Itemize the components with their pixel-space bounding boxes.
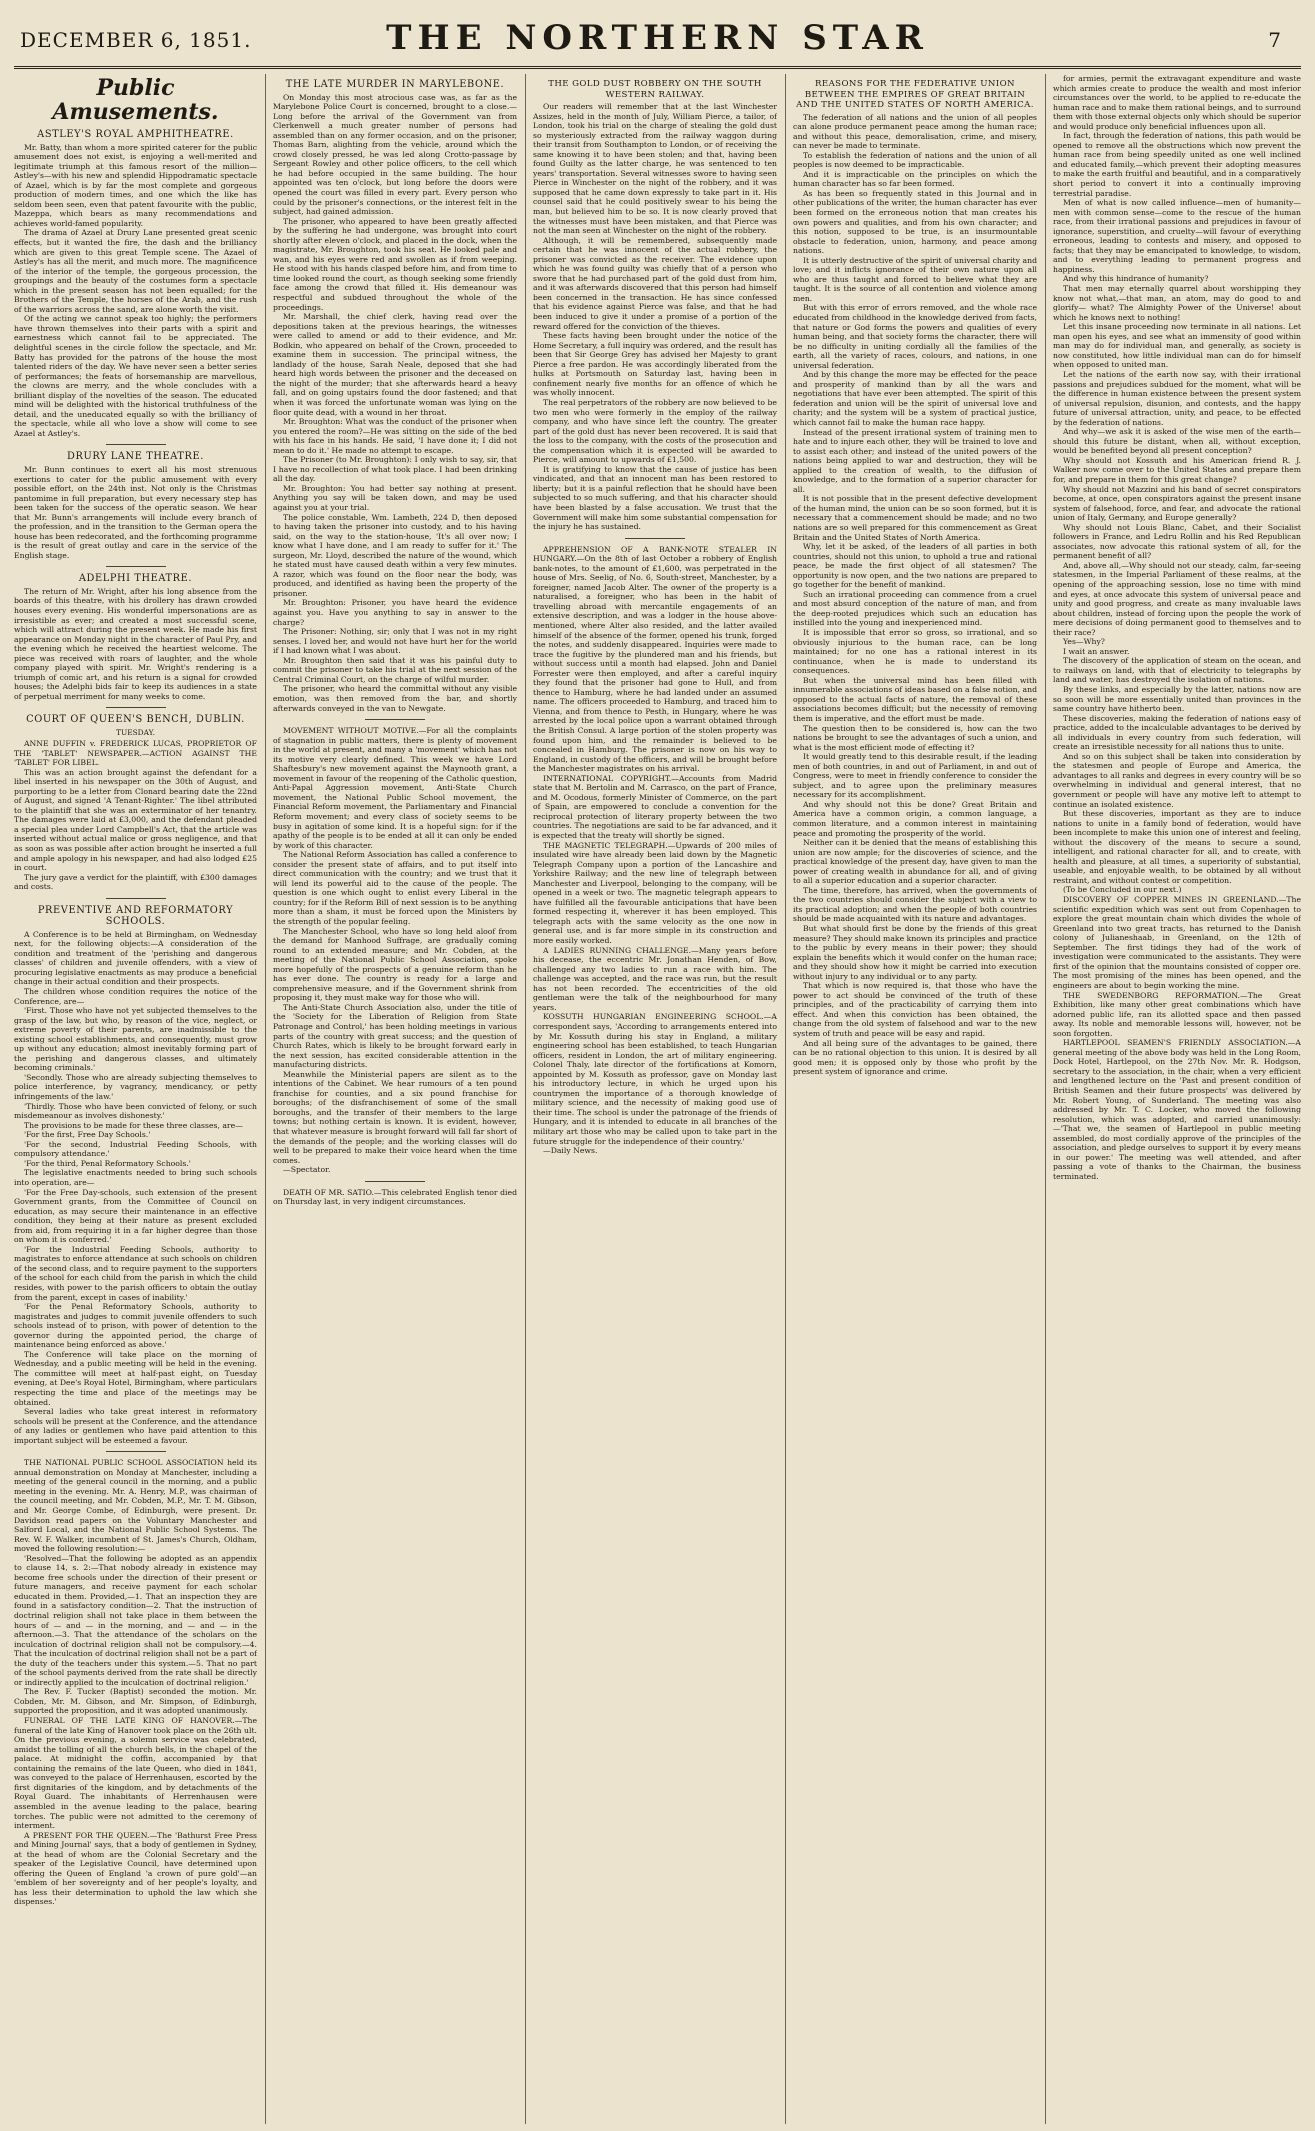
article-paragraph: These discoveries, making the federation of nations easy of practice, added to the incalculable advantages to be derived by all individuals in every country from such federation, will create an irresistible necessity for all nations thus to unite.: [1053, 713, 1301, 752]
article-paragraph: Why should not Louis Blanc, Cabet, and their Socialist followers in France, and Ledru Rollin and his Red Republican associates, now advocate this rational system of all, for the permanent benefit of all?: [1053, 522, 1301, 561]
article-paragraph: THE MAGNETIC TELEGRAPH.—Upwards of 200 miles of insulated wire have already been laid down by the Magnetic Telegraph Company upon a portion of the Lancashire and Yorkshire Railway; and the new line of telegraph between Manchester and Liverpool, belonging to the company, will be opened in a week or two. The magnetic telegraph appears to have fulfilled all the favourable anticipations that have been formed respecting it, wherever it has been employed. This telegraph acts with the same velocity as the one now in general use, and is far more simple in its construction and more easily worked.: [533, 840, 777, 946]
column-divider: [1045, 74, 1046, 2124]
article-paragraph: The Prisoner: Nothing, sir; only that I was not in my right senses. I loved her, and would not have hurt her for the world if I had known what I was about.: [273, 627, 517, 656]
article-paragraph: MOVEMENT WITHOUT MOTIVE.—For all the complaints of stagnation in public matters, there is plenty of movement in the world at present, and many a 'movement' which has not its motive very clearly defined. This week we have Lord Shaftesbury's new movement against the Maynooth grant, a movement in favour of the reopening of the Catholic question, Anti-Papal Aggression movement, Anti-State Church movement, the National Public School movement, the Financial Reform movement, the Parliamentary and Financial Reform movement; and every class of society seems to be busy in agitation of some kind. It is a hopeful sign: for if the apathy of the people is to be ended at all it can only be ended by work of this character.: [273, 726, 517, 850]
article-paragraph: Let this insane proceeding now terminate in all nations. Let man open his eyes, and see what an immensity of good within man may do for individual man, and generally, as society is now constituted, how little individual man can do for himself when opposed to united man.: [1053, 322, 1301, 370]
article-paragraph: On Monday this most atrocious case was, as far as the Marylebone Police Court is concerned, brought to a close.—Long before the arrival of the Government van from Clerkenwell a much greater number of persons had assembled than on any former occasion, and on the prisoner, Thomas Barn, alighting from the vehicle, around which the crowd closely pressed, he was led along Crotto-passage by Sergeant Rowley and other police officers, to the cell which he had before occupied in the same building. The hour appointed was ten o'clock, but long before the doors were opened the court was filled in every part. Every person who could by the prisoner's connections, or the interest felt in the subject, had gained admission.: [273, 92, 517, 217]
article-paragraph: The time, therefore, has arrived, when the governments of the two countries should consider the subject with a view to its practical adoption; and when the people of both countries should be made acquainted with its nature and advantages.: [793, 885, 1037, 924]
newspaper-columns: [14, 74, 1301, 2124]
article-paragraph: The jury gave a verdict for the plaintiff, with £300 damages and costs.: [14, 872, 257, 892]
article-paragraph: But what should first be done by the friends of this great measure? They should make known its principles and practice to the public by every means in their power; they should explain the benefits which it would confer on the human race; and they should show how it might be carried into execution without injury to any individual or to any party.: [793, 923, 1037, 981]
article-paragraph: Neither can it be denied that the means of establishing this union are now ample; for the discoveries of science, and the practical knowledge of the present day, have given to man the power of creating wealth in abundance for all, and of giving to all a superior education and a superior character.: [793, 838, 1037, 886]
article-paragraph: As has been so frequently stated in this Journal and in other publications of the writer, the human character has ever been formed on the erroneous notion that man creates his own powers and qualities, and from his own character; and this notion, supposed to be true, is an insurmountable obstacle to federation, union, harmony, and peace among nations.: [793, 188, 1037, 256]
article-paragraph: THE SWEDENBORG REFORMATION.—The Great Exhibition, like many other great combinations which have adorned public life, ran its allotted space and then passed away. Its noble and memorable lessons will, however, not be soon forgotten.: [1053, 990, 1301, 1038]
section-divider: [106, 566, 166, 567]
article-paragraph: 'For the first, Free Day Schools.': [24, 1130, 151, 1140]
article-paragraph: By these links, and especially by the latter, nations now are so soon will be more essentially united than provinces in the same country have hitherto been.: [1053, 685, 1301, 714]
article-paragraph: It is gratifying to know that the cause of justice has been vindicated, and that an innocent man has been restored to liberty; but it is a painful reflection that he should have been subjected to so much suffering, and that his character should have been blasted by a false accusation. We trust that the Government will make him some substantial compensation for the injury he has sustained.: [533, 464, 777, 532]
article-paragraph: The children whose condition requires the notice of the Conference, are—: [14, 987, 257, 1006]
section-divider: [625, 538, 685, 539]
article-paragraph: Mr. Broughton then said that it was his painful duty to commit the prisoner to take his trial at the next session of the Central Criminal Court, on the charge of wilful murder.: [273, 655, 517, 684]
article-paragraph: The National Reform Association has called a conference to consider the present state of affairs, and to put itself into direct communication with the country; and we trust that it will lend its powerful aid to the cause of the people. The question is one which ought to enlist every Liberal in the country; for if the Reform Bill of next session is to be anything more than a sham, it must be forced upon the Ministers by the strength of the popular feeling.: [273, 850, 517, 926]
section-divider: [365, 1181, 425, 1182]
article-paragraph: A Conference is to be held at Birmingham, on Wednesday next, for the following objects:—A consideration of the condition and treatment of the 'perishing and dangerous classes' of children and juvenile offenders, with a view of procuring legislative enactments as may produce a beneficial change in their actual condition and their prospects.: [14, 929, 257, 987]
article-paragraph: 'For the Penal Reformatory Schools, authority to magistrates and judges to commit juvenile offenders to such schools instead of to prison, with power of detention to the governor during the appointed period, the charge of maintenance being enforced as above.': [14, 1302, 257, 1350]
article-paragraph: Such an irrational proceeding can commence from a cruel and most absurd conception of the nature of man, and from the deep-rooted prejudices which such an education has instilled into the young and inexperienced mind.: [793, 589, 1037, 628]
article-paragraph: 'Secondly. Those who are already subjecting themselves to police interference, by vagrancy, mendicancy, or petty infringements of the law.': [14, 1072, 257, 1102]
article-paragraph: And all being sure of the advantages to be gained, there can be no rational objection to this union. It is desired by all good men; it is opposed only by those who profit by the present system of ignorance and crime.: [793, 1038, 1037, 1077]
article-paragraph: Men of what is now called influence—men of humanity—men with common sense—come to the rescue of the human race, from their irrational passions and prejudices in favour of ignorance, superstition, and cruelty—will favour of everything erroneous, leading to contests and misery, and opposed to facts; that they may be emancipated to knowledge, to wisdom, and to everything leading to permanent progress and happiness.: [1053, 198, 1301, 274]
article-paragraph: Yes—Why?: [1063, 637, 1105, 647]
masthead-rule: [14, 66, 1301, 69]
section-divider: [106, 898, 166, 899]
article-heading: ASTLEY'S ROYAL AMPHITHEATRE.: [37, 129, 234, 140]
article-paragraph: DISCOVERY OF COPPER MINES IN GREENLAND.—The scientific expedition which was sent out from Copenhagen to explore the great mountain chain which divides the whole of Greenland into two great tracts, has returned to the Danish colony of Julianeshaab, in Greenland, on the 12th of September. The first tidings they had of the work of investigation were communicated to the assistants. They were first of the opinion that the mountains consisted of copper ore. The most promising of the mines has been opened, and the engineers are about to begin working the mine.: [1053, 895, 1301, 990]
article-paragraph: Why, let it be asked, of the leaders of all parties in both countries, should not this union, to uphold a true and rational peace, be made the first object of all statesmen? The opportunity is now open, and the two nations are prepared to go together for the benefit of mankind.: [793, 542, 1037, 590]
article-paragraph: To establish the federation of nations and the union of all peoples is now deemed to be impracticable.: [793, 150, 1037, 170]
article-paragraph: The question then to be considered is, how can the two nations be brought to see the advantages of such a union, and what is the most efficient mode of effecting it?: [793, 723, 1037, 752]
article-paragraph: INTERNATIONAL COPYRIGHT.—Accounts from Madrid state that M. Bertolin and M. Carrasco, on the part of France, and M. Ocodous, formerly Minister of Commerce, on the part of Spain, are empowered to conclude a convention for the reciprocal protection of literary property between the two countries. The negotiations are said to be far advanced, and it is expected that the treaty will shortly be signed.: [533, 773, 777, 841]
article-paragraph: These facts having been brought under the notice of the Home Secretary, a full inquiry was ordered, and the result has been that Sir George Grey has advised her Majesty to grant Pierce a free pardon. He was accordingly liberated from the hulks at Portsmouth on Saturday last, having been in confinement nearly five months for an offence of which he was wholly innocent.: [533, 331, 777, 398]
article-paragraph: 'For the third, Penal Reformatory Schools.': [24, 1158, 191, 1168]
article-paragraph: In fact, through the federation of nations, this path would be opened to remove all the obstructions which now prevent the human race from being speedily united as one well inclined and educated family,—which prevent their adopting measures to make the earth fruitful and beautiful, and in a comparatively short period to convert it into a continually improving terrestrial paradise.: [1053, 131, 1301, 198]
article-paragraph: Mr. Broughton: You had better say nothing at present. Anything you say will be taken down, and may be used against you at your trial.: [273, 483, 517, 513]
article-paragraph: 'First. Those who have not yet subjected themselves to the grasp of the law, but who, by reason of the vice, neglect, or extreme poverty of their parents, are inadmissible to the existing school establishments, and consequently, must grow up without any education; almost inevitably forming part of the perishing and dangerous classes, and ultimately becoming criminals.': [14, 1006, 257, 1073]
article-paragraph: But these discoveries, important as they are to induce nations to unite in a family bond of federation, would have been incomplete to make this union one of interest and feeling, without the discovery of the means to secure a sound, intelligent, and rational character for all, and to create, with health and pleasure, at all times, a superiority of substantial, useable, and enjoyable wealth, to be obtained by all without restraint, and without contest or competition.: [1053, 809, 1301, 885]
article-heading: PREVENTIVE AND REFORMATORY SCHOOLS.: [37, 904, 234, 928]
article-paragraph: And by this change the more may be effected for the peace and prosperity of mankind than by all the wars and negotiations that have ever been attempted. The spirit of this federation and union will be the spirit of universal love and charity; and the system will be a system of practical justice, which cannot fail to make the human race happy.: [793, 370, 1037, 427]
article-paragraph: Although, it will be remembered, subsequently made certain that he was innocent of the actual robbery, the prisoner was convicted as the receiver. The evidence upon which he was found guilty was chiefly that of a person who swore that he had purchased part of the gold dust from him, and it was afterwards discovered that this person had himself been concerned in the transaction. He has since confessed that his evidence against Pierce was false, and that he had been induced to give it under a promise of a portion of the reward offered for the conviction of the thieves.: [533, 235, 777, 331]
article-paragraph: It would greatly tend to this desirable result, if the leading men of both countries, in and out of Parliament, in and out of Congress, were to meet in friendly conference to consider the subject, and to agree upon the preliminary measures necessary for its accomplishment.: [793, 752, 1037, 800]
article-paragraph: Several ladies who take great interest in reformatory schools will be present at the Conference, and the attendance of any ladies or gentlemen who have paid attention to this important subject will be esteemed a favour.: [14, 1407, 257, 1445]
article-paragraph: Mr. Marshall, the chief clerk, having read over the depositions taken at the previous hearings, the witnesses were called to amend or add to their evidence, and Mr. Bodkin, who appeared on behalf of the Crown, proceeded to examine them in succession. The principal witness, the landlady of the house, Sarah Neale, deposed that she had heard high words between the prisoner and the deceased on the night of the murder; that she afterwards heard a heavy fall, and on going upstairs found the door fastened; and that when it was forced the unfortunate woman was lying on the floor quite dead, with a wound in her throat.: [273, 312, 517, 417]
column-divider: [525, 74, 526, 2124]
article-paragraph: Why should not Kossuth and his American friend R. J. Walker now come over to the United States and prepare them for, and prepare in them for this great change?: [1053, 455, 1301, 484]
article-paragraph: Our readers will remember that at the last Winchester Assizes, held in the month of July, William Pierce, a tailor, of London, took his trial on the charge of stealing the gold dust so mysteriously extracted from the railway waggon during their transit from Southampton to London, or of receiving the same knowing it to have been stolen; and that, having been found Guilty as the latter charge, he was sentenced to ten years' transportation. Several witnesses swore to having seen Pierce in Winchester on the night of the robbery, and it was supposed that he came down expressly to take part in it. His counsel said that he could positively swear to his being the man, but believed him to be so. It is now clearly proved that the witnesses must have been mistaken, and that Pierce was not the man seen at Winchester on the night of the robbery.: [533, 102, 777, 236]
section-divider: [106, 707, 166, 708]
article-paragraph: FUNERAL OF THE LATE KING OF HANOVER.—The funeral of the late King of Hanover took place on the 26th ult. On the previous evening, a solemn service was celebrated, amidst the tolling of all the church bells, in the chapel of the palace. At midnight the coffin, accompanied by that containing the remains of the late Queen, who died in 1841, was conveyed to the palace of Herrenhausen, escorted by the first dignitaries of the kingdom, and by detachments of the Royal Guard. The inhabitants of Herrenhausen were assembled in the avenue leading to the palace, bearing torches. The public were not admitted to the ceremony of interment.: [14, 1716, 257, 1831]
article-paragraph: 'For the second, Industrial Feeding Schools, with compulsory attendance.': [14, 1139, 257, 1159]
article-paragraph: The federation of all nations and the union of all peoples can alone produce permanent peace among the human race; and without this peace, demoralisation, crime, and misery, can never be made to terminate.: [793, 112, 1037, 151]
article-paragraph: The drama of Azael at Drury Lane presented great scenic effects, but it wanted the fire, the dash and the brilliancy which are given to this great Temple scene. The Azael of Astley's has all the merit, and much more. The magnificence of the interior of the temple, the gorgeous procession, the groupings and the beauty of the costumes form a spectacle which in the present season has not been equalled; for the Brothers of the Temple, the horses of the Arab, and the rush of the warriors across the sand, are alone worth the visit.: [14, 228, 257, 314]
article-paragraph: And, above all,—Why should not our steady, calm, far-seeing statesmen, in the Imperial Parliament of these realms, at the opening of the approaching session, lose no time with mind and eyes, at once advocate this system of universal peace and unity and good progress, and create as many invaluable laws about children, instead of forcing upon the people the work of mere decisions of doing permanent good to themselves and to their race?: [1053, 560, 1301, 637]
article-paragraph: Of the acting we cannot speak too highly; the performers have thrown themselves into their parts with a spirit and earnestness which cannot fail to be appreciated. The delightful scenes in the circle follow the spectacle, and Mr. Batty has provided for the patrons of the house the most talented riders of the day. We have never seen a better series of performances; the feats of horsemanship are marvellous, the clowns are merry, and the whole concludes with a brilliant display of the novelties of the season. The educated mind will be delighted with the historical truthfulness of the detail, and the uneducated equally so with the brilliancy of the spectacle, while all who love a show will come to see Azael at Astley's.: [14, 314, 257, 438]
article-paragraph: It is impossible that error so gross, so irrational, and so obviously injurious to the human race, can be long maintained; for no one has a rational interest in its continuance, when he is made to understand its consequences.: [793, 628, 1037, 676]
article-paragraph: Mr. Broughton: What was the conduct of the prisoner when you entered the room?—He was sitting on the side of the bed with his face in his hands. He said, 'I have done it; I did not mean to do it.' He made no attempt to escape.: [273, 417, 517, 455]
article-paragraph: And why—we ask it is asked of the wise men of the earth—should this future be distant, when all, without exception, would be benefited beyond all present conception?: [1053, 427, 1301, 456]
column-2: [273, 74, 517, 2124]
article-paragraph: The Manchester School, who have so long held aloof from the demand for Manhood Suffrage, are gradually coming round to an extended measure; and Mr. Cobden, at the meeting of the National Public School Association, spoke more hopefully of the prospects of a genuine reform than he has ever done. The country is ready for a large and comprehensive measure, and if the Government shrink from proposing it, they must make way for those who will.: [273, 926, 517, 1003]
article-paragraph: DEATH OF MR. SATIO.—This celebrated English tenor died on Thursday last, in very indigent circumstances.: [273, 1187, 517, 1207]
article-paragraph: Let the nations of the earth now say, with their irrational passions and prejudices subdued for the moment, what will be the difference in human existence between the present system of universal repulsion, disunion, and contests, and the happy future of universal attraction, unity, and peace, to be effected by the federation of nations.: [1053, 369, 1301, 427]
article-paragraph: I wait an answer.: [1063, 646, 1130, 656]
article-paragraph: The return of Mr. Wright, after his long absence from the boards of this theatre, with his drollery has drawn crowded houses every evening. His wonderful impersonations are as irresistible as ever; and created a most successful scene, which will attract during the present week. He made his first appearance on Monday night in the character of Paul Pry, and the evening which he received the heartiest welcome. The piece was received with roars of laughter, and the whole company played with spirit. Mr. Wright's rendering is a triumph of comic art, and his return is a signal for crowded houses; the Adelphi bids fair to keep its audiences in a state of perpetual merriment for many weeks to come.: [14, 586, 257, 701]
article-paragraph: The prisoner, who heard the committal without any visible emotion, was then removed from the bar, and shortly afterwards conveyed in the van to Newgate.: [273, 684, 517, 713]
article-paragraph: for armies, permit the extravagant expenditure and waste which armies create to produce the wealth and most inferior circumstances over the world, to be applied to re-educate the human race and to make them rational beings, and to surround them with those external objects only which should be superior and would produce only beneficial influences upon all.: [1053, 74, 1301, 131]
column-4: [793, 74, 1037, 2124]
article-paragraph: And it is impracticable on the principles on which the human character has so far been formed.: [793, 169, 1037, 189]
article-paragraph: And so on this subject shall be taken into consideration by the statesmen and people of Europe and America, the advantages to all ranks and degrees in every country will be so overwhelming in individual and general interest, that no government or people will have any motive left to attempt to continue an isolated existence.: [1053, 751, 1301, 809]
article-paragraph: It is utterly destructive of the spirit of universal charity and love; and it inflicts ignorance of their own nature upon all who are thus taught and forced to believe what they are taught. It is the source of all contention and violence among men.: [793, 255, 1037, 303]
article-paragraph: Mr. Broughton: Prisoner, you have heard the evidence against you. Have you anything to say in answer to the charge?: [273, 598, 517, 627]
masthead: [0, 0, 1315, 64]
article-paragraph: Meanwhile the Ministerial papers are silent as to the intentions of the Cabinet. We hear rumours of a ten pound franchise for counties, and a six pound franchise for boroughs; of the disfranchisement of some of the small boroughs, and the transfer of their members to the large towns; but nothing certain is known. It is evident, however, that whatever measure is brought forward will fall far short of the demands of the people; and the working classes will do well to be prepared to make their voice heard when the time comes.: [273, 1069, 517, 1165]
column-divider: [785, 74, 786, 2124]
article-heading: REASONS FOR THE FEDERATIVE UNION BETWEEN THE EMPIRES OF GREAT BRITAIN AND THE UNITED STATES OF NORTH AMERICA.: [796, 79, 1034, 110]
article-heading: ADELPHI THEATRE.: [78, 573, 193, 585]
article-paragraph: And why this hindrance of humanity?: [1063, 274, 1209, 284]
article-paragraph: Mr. Batty, than whom a more spirited caterer for the public amusement does not exist, is enjoying a well-merited and legitimate triumph at this famous resort of the million—Astley's—with his new and splendid Hippodramatic spectacle of Azael, which is by far the most complete and gorgeous production of modern times, and one which the like has seldom been seen, even that patent favourite with the public, Mazeppa, which bears as many recommendations and achieves world-famed popularity.: [14, 142, 257, 228]
article-paragraph: But when the universal mind has been filled with innumerable associations of ideas based on a false notion, and opposed to the actual facts of nature, the removal of these associations becomes difficult; but the necessity of removing them is imperative, and the effort must be made.: [793, 675, 1037, 723]
article-paragraph: 'For the Industrial Feeding Schools, authority to magistrates to enforce attendance at such schools on children of the second class, and to require payment to the supporters of the school for each child from the parish in which the child resides, with power to the parish officers to obtain the outlay from the parent, except in cases of inability.': [14, 1244, 257, 1302]
article-paragraph: —Daily News.: [543, 1146, 598, 1156]
masthead-title: THE NORTHERN STAR: [386, 18, 929, 58]
article-paragraph: The real perpetrators of the robbery are now believed to be two men who were formerly in the employ of the railway company, and who have since left the country. The greater part of the gold dust has never been recovered. It is said that the loss to the company, with the costs of the prosecution and the compensation which it is expected will be awarded to Pierce, will amount to upwards of £1,500.: [533, 397, 777, 465]
article-paragraph: A PRESENT FOR THE QUEEN.—The 'Bathurst Free Press and Mining Journal' says, that a body of gentlemen in Sydney, at the head of whom are the Colonial Secretary and the speaker of the Legislative Council, have determined upon offering the Queen of England 'a crown of pure gold'—an 'emblem of her sovereignty and of her people's loyalty, and has less their determination to uphold the law which she dispenses.': [14, 1830, 257, 1907]
article-paragraph: The Conference will take place on the morning of Wednesday, and a public meeting will be held in the evening. The committee will meet at half-past eight, on Tuesday evening, at Dee's Royal Hotel, Birmingham, where particulars respecting the time and place of the meetings may be obtained.: [14, 1349, 257, 1407]
article-heading: DRURY LANE THEATRE.: [67, 451, 204, 463]
column-divider: [265, 74, 266, 2124]
article-paragraph: Why should not Mazzini and his band of secret conspirators become, at once, open conspirators against the present insane system of falsehood, force, and fear, and advocate the rational union of Italy, Germany, and Europe generally?: [1053, 484, 1301, 523]
article-paragraph: The legislative enactments needed to bring such schools into operation, are—: [14, 1168, 257, 1187]
article-paragraph: And why should not this be done? Great Britain and America have a common origin, a common language, a common literature, and a common interest in maintaining peace and promoting the prosperity of the world.: [793, 799, 1037, 838]
article-paragraph: That men may eternally quarrel about worshipping they know not what,—that man, an atom, may do good to and glorify— what? The Almighty Power of the Universe! about which he knows next to nothing!: [1053, 284, 1301, 322]
article-paragraph: The Prisoner (to Mr. Broughton): I only wish to say, sir, that I have no recollection of what took place. I had been drinking all the day.: [273, 455, 517, 484]
article-heading: THE GOLD DUST ROBBERY ON THE SOUTH WESTERN RAILWAY.: [548, 79, 762, 100]
article-paragraph: (To be Concluded in our next.): [1063, 885, 1182, 895]
article-paragraph: 'For the Free Day-schools, such extension of the present Government grants, from the Committee of Council on education, as may secure their maintenance in an effective condition, they being at their nature as present excluded from aid, from requiring it in a far higher degree than those on whom it is conferred.': [14, 1187, 257, 1245]
section-divider: [106, 444, 166, 445]
masthead-date: DECEMBER 6, 1851.: [20, 28, 252, 52]
article-paragraph: Instead of the present irrational system of training men to hate and to injure each other, they will be trained to love and to assist each other; and instead of the united powers of the nations being applied to war and destruction, they will be applied to the creation of wealth, to the diffusion of knowledge, and to the formation of a superior character for all.: [793, 427, 1037, 494]
article-heading: THE LATE MURDER IN MARYLEBONE.: [285, 79, 505, 90]
article-paragraph: A LADIES RUNNING CHALLENGE.—Many years before his decease, the eccentric Mr. Jonathan Henden, of Bow, challenged any two ladies to run a race with him. The challenge was accepted, and the race was run, but the result has not been recorded. The eccentricities of the old gentleman were the talk of the neighbourhood for many years.: [533, 945, 777, 1012]
column-5: [1053, 74, 1301, 2124]
article-paragraph: The police constable, Wm. Lambeth, 224 D, then deposed to having taken the prisoner into custody, and to his having said, on the way to the station-house, 'It's all over now; I know what I have done, and I am ready to suffer for it.' The surgeon, Mr. Lloyd, described the nature of the wound, which he stated must have caused death within a very few minutes. A razor, which was found on the floor near the body, was produced, and identified as having been the property of the prisoner.: [273, 512, 517, 598]
article-subhead: TUESDAY.: [116, 727, 155, 737]
article-paragraph: The discovery of the application of steam on the ocean, and to railways on land, with that of electricity to telegraphs by land and water, has destroyed the isolation of nations.: [1053, 656, 1301, 685]
article-heading: COURT OF QUEEN'S BENCH, DUBLIN.: [26, 714, 245, 726]
article-paragraph: KOSSUTH HUNGARIAN ENGINEERING SCHOOL.—A correspondent says, 'According to arrangements entered into by Mr. Kossuth during his stay in England, a military engineering school has been established, to teach Hungarian officers, resident in London, the art of military engineering. Colonel Thaly, late director of the fortifications at Komorn, appointed by M. Kossuth as professor, gave on Monday last his introductory lecture, in which he urged upon his countrymen the importance of a thorough knowledge of military science, and the necessity of making good use of their time. The school is under the patronage of the friends of Hungary, and it is intended to educate in all branches of the military art those who may be called upon to take part in the future struggle for the independence of their country.': [533, 1012, 777, 1146]
section-title: Public Amusements.: [52, 75, 219, 125]
article-paragraph: The prisoner, who appeared to have been greatly affected by the suffering he had undergone, was brought into court shortly after eleven o'clock, and placed in the dock, when the magistrate, Mr. Broughton, took his seat. He looked pale and wan, and his eyes were red and swollen as if from weeping. He stood with his hands clasped before him, and from time to time looked round the court, as though seeking some friendly face among the crowd that filled it. His demeanour was respectful and subdued throughout the whole of the proceedings.: [273, 216, 517, 312]
page-number: 7: [1268, 28, 1281, 52]
section-divider: [106, 1451, 166, 1452]
article-paragraph: That which is now required is, that those who have the power to act should be convinced of the truth of these principles, and of the practicability of carrying them into effect. And when this conviction has been obtained, the change from the old system of falsehood and war to the new system of truth and peace will be easy and rapid.: [793, 981, 1037, 1038]
article-paragraph: The Rev. F. Tucker (Baptist) seconded the motion. Mr. Cobden, Mr. M. Gibson, and Mr. Simpson, of Edinburgh, supported the proposition, and it was adopted unanimously.: [14, 1687, 257, 1716]
article-paragraph: APPREHENSION OF A BANK-NOTE STEALER IN HUNGARY.—On the 8th of last October a robbery of English bank-notes, to the amount of £1,600, was perpetrated in the house of Mrs. Seelig, of No. 6, South-street, Manchester, by a foreigner, named Jacob Alter. The owner of the property is a naturalised, a foreigner, who has been in the habit of travelling abroad with mercantile engagements of an extensive description, and was a lodger in the house above-mentioned, where Alter also resided, and the latter availed himself of the absence of the former, opened his trunk, forged the notes, and suddenly disappeared. Inquiries were made to trace the fugitive by the plundered man and his friends, but without success until a month had elapsed. John and Daniel Forrester were then employed, and after a careful inquiry they found that the prisoner had gone to Hull, and from thence to Hamburg, where he had landed under an assumed name. The officers proceeded to Hamburg, and traced him to Vienna, and from thence to Pesth, in Hungary, where he was arrested by the local police upon a warrant obtained through the British Consul. A large portion of the stolen property was found upon him, and the remainder is believed to be concealed in Hamburg. The prisoner is now on his way to England, in custody of the officers, and will be brought before the Manchester magistrates on his arrival.: [533, 544, 777, 774]
section-divider: [365, 719, 425, 720]
article-paragraph: 'Resolved—That the following be adopted as an appendix to clause 14, s. 2:—That nobody already in existence may become free schools under the direction of their present or future managers, and receive payment for each scholar educated in them. Provided,—1. That an inspection they are found in a satisfactory condition—2. That the instruction of doctrinal religion shall not take place in them between the hours of — and — in the morning, and — and — in the afternoon.—3. That the attendance of the scholars on the inculcation of doctrinal religion shall not be compulsory.—4. That the inculcation of doctrinal religion shall not be a part of the duty of the teachers under this system.—5. That no part of the school payments derived from the rate shall be directly or indirectly applied to the inculcation of doctrinal religion.': [14, 1553, 257, 1687]
article-paragraph: 'Thirdly. Those who have been convicted of felony, or such misdemeanour as involves dishonesty.': [14, 1101, 257, 1121]
article-paragraph: The provisions to be made for these three classes, are—: [24, 1120, 243, 1130]
article-paragraph: But with this error of errors removed, and the whole race educated from childhood in the knowledge derived from facts, that nature or God forms the powers and qualities of every human being, and that society forms the character, there will be no difficulty in uniting cordially all the families of the earth, all the variety of races, colours, and nations, in one universal federation.: [793, 303, 1037, 370]
article-paragraph: It is not possible that in the present defective development of the human mind, the union can be so soon formed, but it is necessary that a commencement should be made; and no two nations are so well prepared for this commencement as Great Britain and the United States of North America.: [793, 494, 1037, 542]
article-paragraph: THE NATIONAL PUBLIC SCHOOL ASSOCIATION held its annual demonstration on Monday at Manchester, including a meeting of the general council in the morning, and a public meeting in the evening. Mr. A. Henry, M.P., was chairman of the council meeting, and Mr. Cobden, M.P., Mr. T. M. Gibson, and Mr. George Combe, of Edinburgh, were present. Dr. Davidson read papers on the Voluntary Manchester and Salford Local, and the National Public School Systems. The Rev. W. F. Walker, incumbent of St. James's Church, Oldham, moved the following resolution:—: [14, 1458, 257, 1554]
article-paragraph: ANNE DUFFIN v. FREDERICK LUCAS, PROPRIETOR OF THE 'TABLET' NEWSPAPER.—ACTION AGAINST THE 'TABLET' FOR LIBEL.: [14, 738, 257, 768]
article-paragraph: Mr. Bunn continues to exert all his most strenuous exertions to cater for the public amusement with every possible effort, on the 24th inst. Not only is the Christmas pantomime in full preparation, but every necessary step has been taken for the success of the operatic season. We hear that Mr. Bunn's arrangements will include every branch of the profession, and in the transition to the German opera the house has been redecorated, and the forthcoming programme is the result of great outlay and care in the service of the English stage.: [14, 464, 257, 560]
column-1: [14, 74, 257, 2124]
article-paragraph: HARTLEPOOL SEAMEN'S FRIENDLY ASSOCIATION.—A general meeting of the above body was held in the Long Room, Dock Hotel, Hartlepool, on the 27th Nov. Mr. R. Hodgson, secretary to the association, in the chair, when a very efficient and lengthened lecture on the 'Past and present condition of British Seamen and their future prospects' was delivered by Mr. Robert Young, of Sunderland. The meeting was also addressed by Mr. T. C. Locker, who moved the following resolution, which was adopted, and carried unanimously:—'That we, the seamen of Hartlepool in public meeting assembled, do most cordially approve of the principles of the association, and pledge ourselves to support it by every means in our power.' The meeting was well attended, and after passing a vote of thanks to the Chairman, the business terminated.: [1053, 1038, 1301, 1181]
article-paragraph: —Spectator.: [283, 1165, 331, 1175]
article-paragraph: The Anti-State Church Association also, under the title of the 'Society for the Liberation of Religion from State Patronage and Control,' has been holding meetings in various parts of the country with great success; and the question of Church Rates, which is likely to be brought forward early in the next session, has excited considerable attention in the manufacturing districts.: [273, 1002, 517, 1070]
article-paragraph: This was an action brought against the defendant for a libel inserted in his newspaper on the 30th of August, and purporting to be a letter from Clonard bearing date the 22nd of August, and signed 'A Tenant-Righter.' The libel attributed to the plaintiff that she was an exterminator of her tenantry. The damages were laid at £3,000, and the defendant pleaded a special plea under Lord Campbell's Act, that the article was inserted without actual malice or gross negligence, and that as soon as was possible after action brought he inserted a full and ample apology in his newspaper, and had also lodged £25 in court.: [14, 767, 257, 873]
column-3: [533, 74, 777, 2124]
